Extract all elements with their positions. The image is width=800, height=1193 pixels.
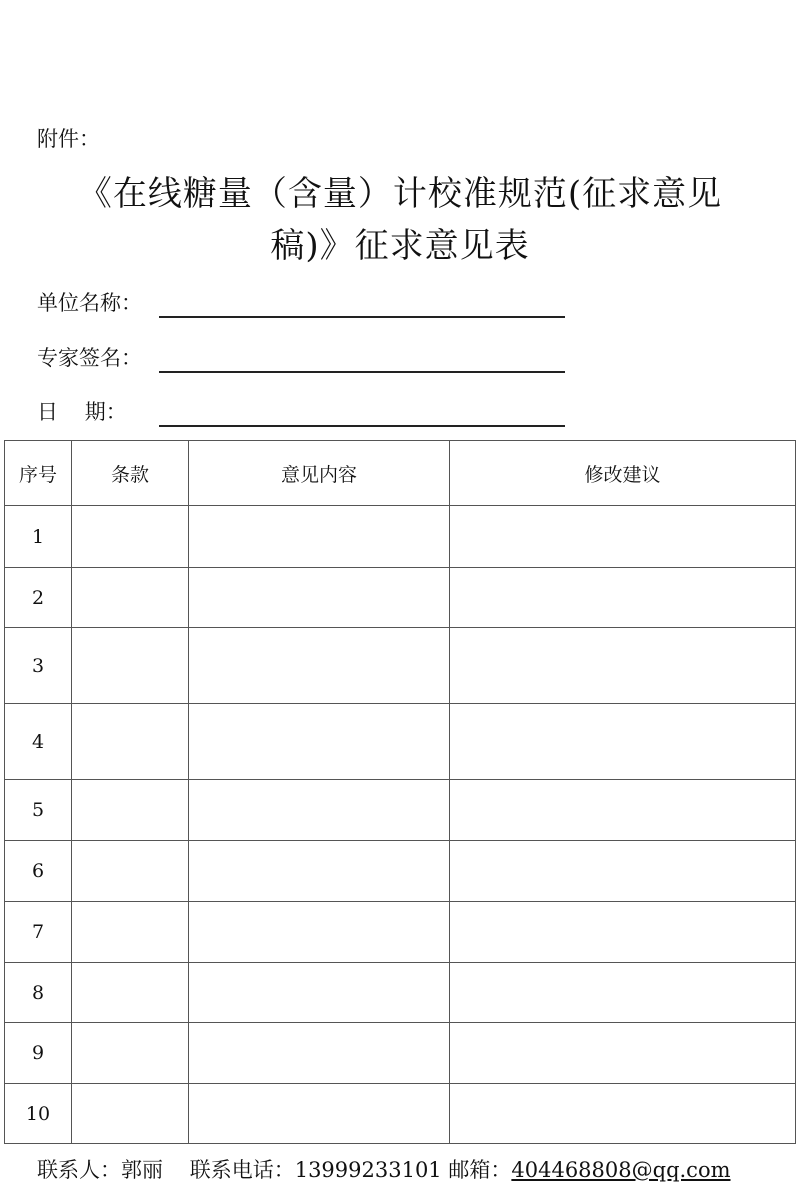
- email-label: 邮箱：: [448, 1158, 512, 1182]
- row-number: 7: [5, 902, 72, 963]
- row-number: 9: [5, 1023, 72, 1084]
- contact-label: 联系人：: [37, 1158, 121, 1182]
- unit-name-input[interactable]: [159, 290, 565, 318]
- title-line-2: 稿)》征求意见表: [270, 226, 530, 266]
- suggestion-cell[interactable]: [450, 1084, 796, 1144]
- header-opinion: 意见内容: [189, 441, 450, 506]
- page-title: [0, 168, 800, 272]
- suggestion-cell[interactable]: [450, 568, 796, 628]
- suggestion-cell[interactable]: [450, 902, 796, 963]
- table-row: [5, 780, 796, 841]
- row-number: 10: [5, 1084, 72, 1144]
- opinion-cell[interactable]: [189, 963, 450, 1023]
- header-no: 序号: [5, 441, 72, 506]
- row-number: 5: [5, 780, 72, 841]
- table-row: [5, 704, 796, 780]
- row-number: 3: [5, 628, 72, 704]
- table-row: [5, 568, 796, 628]
- clause-cell[interactable]: [72, 780, 189, 841]
- opinion-cell[interactable]: [189, 704, 450, 780]
- opinion-cell[interactable]: [189, 568, 450, 628]
- opinion-cell[interactable]: [189, 506, 450, 568]
- clause-cell[interactable]: [72, 568, 189, 628]
- table-row: [5, 902, 796, 963]
- attachment-label: 附件：: [37, 127, 100, 151]
- table-row: [5, 506, 796, 568]
- table-header-row: [5, 441, 796, 506]
- clause-cell[interactable]: [72, 1084, 189, 1144]
- opinion-table: [4, 440, 796, 1144]
- clause-cell[interactable]: [72, 1023, 189, 1084]
- clause-cell[interactable]: [72, 506, 189, 568]
- opinion-cell[interactable]: [189, 902, 450, 963]
- contact-name: 郭丽: [121, 1158, 163, 1182]
- clause-cell[interactable]: [72, 902, 189, 963]
- suggestion-cell[interactable]: [450, 506, 796, 568]
- row-number: 8: [5, 963, 72, 1023]
- date-label: 日 期：: [37, 400, 127, 424]
- suggestion-cell[interactable]: [450, 963, 796, 1023]
- table-row: [5, 1023, 796, 1084]
- phone-number: 13999233101: [294, 1158, 442, 1182]
- row-number: 2: [5, 568, 72, 628]
- phone-label: 联系电话：: [189, 1158, 295, 1182]
- header-suggestion: 修改建议: [450, 441, 796, 506]
- title-line-1: 《在线糖量（含量）计校准规范(征求意见: [77, 174, 723, 214]
- table-row: [5, 628, 796, 704]
- clause-cell[interactable]: [72, 628, 189, 704]
- email-link[interactable]: 404468808@qq.com: [511, 1158, 731, 1182]
- row-number: 4: [5, 704, 72, 780]
- table-row: [5, 841, 796, 902]
- opinion-cell[interactable]: [189, 1023, 450, 1084]
- unit-name-label: 单位名称：: [37, 291, 142, 315]
- opinion-cell[interactable]: [189, 1084, 450, 1144]
- opinion-cell[interactable]: [189, 841, 450, 902]
- expert-signature-input[interactable]: [159, 345, 565, 373]
- table-row: [5, 963, 796, 1023]
- clause-cell[interactable]: [72, 704, 189, 780]
- suggestion-cell[interactable]: [450, 780, 796, 841]
- row-number: 1: [5, 506, 72, 568]
- unit-name-field: [37, 288, 565, 318]
- suggestion-cell[interactable]: [450, 628, 796, 704]
- opinion-cell[interactable]: [189, 780, 450, 841]
- expert-signature-label: 专家签名：: [37, 346, 142, 370]
- clause-cell[interactable]: [72, 841, 189, 902]
- suggestion-cell[interactable]: [450, 841, 796, 902]
- table-row: [5, 1084, 796, 1144]
- clause-cell[interactable]: [72, 963, 189, 1023]
- expert-signature-field: [37, 343, 565, 373]
- contact-footer: [37, 1155, 731, 1185]
- suggestion-cell[interactable]: [450, 1023, 796, 1084]
- header-clause: 条款: [72, 441, 189, 506]
- date-input[interactable]: [159, 399, 565, 427]
- row-number: 6: [5, 841, 72, 902]
- suggestion-cell[interactable]: [450, 704, 796, 780]
- opinion-cell[interactable]: [189, 628, 450, 704]
- date-field: [37, 397, 565, 427]
